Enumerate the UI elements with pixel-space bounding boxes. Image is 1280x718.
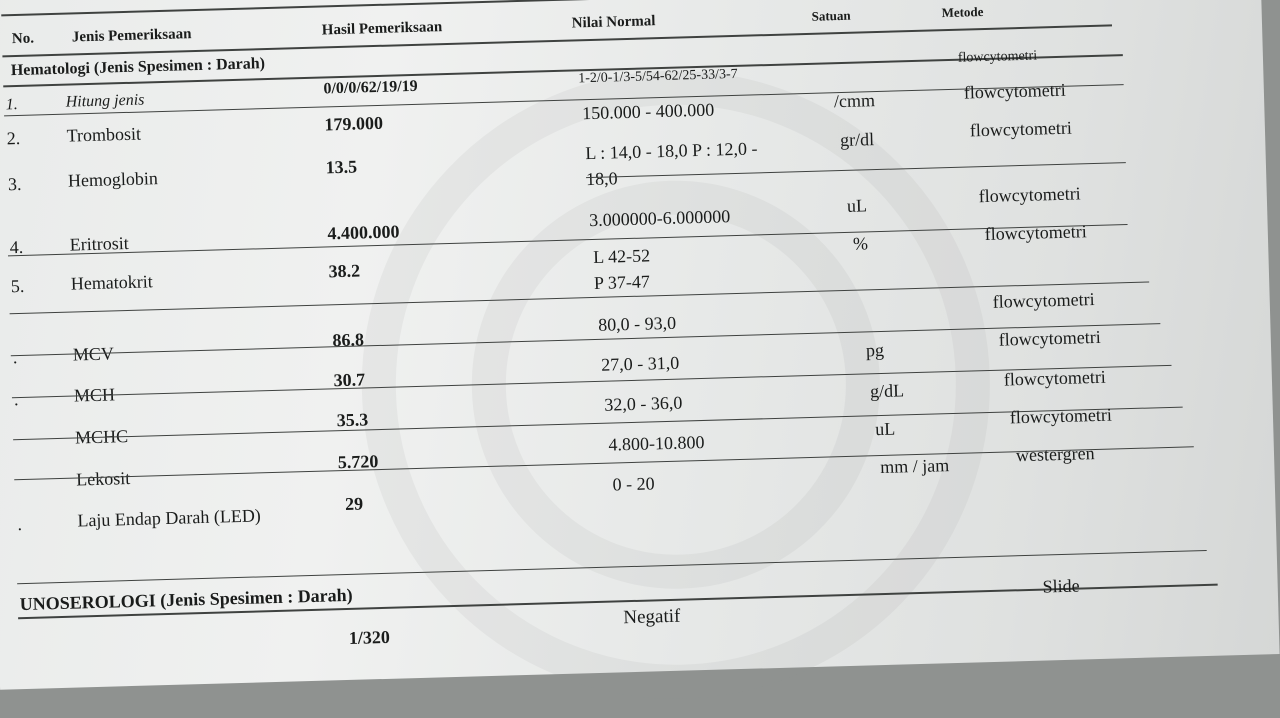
row-normal: L : 14,0 - 18,0 P : 12,0 - xyxy=(585,138,758,164)
row-normal: 3.000000-6.000000 xyxy=(588,206,731,231)
row-unit: gr/dl xyxy=(839,129,875,151)
row-unit: uL xyxy=(846,195,868,216)
row-no: 1. xyxy=(5,96,19,114)
row-unit: mm / jam xyxy=(879,455,950,478)
row-name: Hematokrit xyxy=(70,271,154,294)
row-no: 4. xyxy=(9,236,24,258)
row-unit: % xyxy=(852,233,869,254)
row-name: Laju Endap Darah (LED) xyxy=(77,505,262,531)
row-name: Trombosit xyxy=(66,123,142,146)
row-name: Lekosit xyxy=(75,468,131,490)
row-result: 30.7 xyxy=(333,369,366,391)
row-normal: 32,0 - 36,0 xyxy=(604,392,683,415)
row-normal-line2: P 37-47 xyxy=(593,271,651,293)
row-result: 5.720 xyxy=(337,451,379,473)
row-normal: 80,0 - 93,0 xyxy=(597,312,677,335)
row-normal: 150.000 - 400.000 xyxy=(581,99,715,124)
row-normal: L 42-52 xyxy=(592,245,651,267)
row-name: Hemoglobin xyxy=(67,168,159,191)
row-method: flowcytometri xyxy=(984,221,1087,245)
row-result: 38.2 xyxy=(328,260,361,282)
row-method: flowcytometri xyxy=(992,289,1095,312)
row-method: westergren xyxy=(1015,443,1095,466)
header-jenis: Jenis Pemeriksaan xyxy=(71,26,192,46)
row-no: . xyxy=(12,347,18,368)
row-method: flowcytometri xyxy=(998,326,1101,350)
row-unit: g/dL xyxy=(869,380,905,402)
header-no: No. xyxy=(11,30,35,48)
row-no: 5. xyxy=(10,275,25,297)
row-result: 35.3 xyxy=(336,409,369,431)
row-result: 4.400.000 xyxy=(327,221,400,244)
row-name: Eritrosit xyxy=(69,232,129,255)
section-hematologi: Hematologi (Jenis Spesimen : Darah) xyxy=(10,55,266,80)
header-satuan: Satuan xyxy=(811,7,851,24)
row-no: 2. xyxy=(6,127,21,149)
row-method: flowcytometri xyxy=(978,183,1081,207)
header-metode: Metode xyxy=(941,4,984,21)
row-unit: uL xyxy=(874,418,896,440)
row-name: MCV xyxy=(72,343,115,365)
row-normal: 27,0 - 31,0 xyxy=(600,352,680,375)
row-method: flowcytometri xyxy=(969,117,1073,141)
header-hasil: Hasil Pemeriksaan xyxy=(321,19,443,39)
row-normal: 4.800-10.800 xyxy=(608,431,705,455)
row-result: 1/320 xyxy=(348,626,391,648)
row-method: flowcytometri xyxy=(963,79,1067,103)
row-method: Slide xyxy=(1042,575,1080,597)
row-method: flowcytometri xyxy=(1003,366,1107,390)
row-no: 3. xyxy=(7,173,22,195)
row-name: Hitung jenis xyxy=(65,91,145,111)
row-normal-line2: 18,0 xyxy=(585,168,618,190)
row-result: 179.000 xyxy=(324,112,384,135)
row-normal: 0 - 20 xyxy=(612,473,655,495)
top-rule xyxy=(1,0,1091,16)
row-normal: Negatif xyxy=(623,605,681,629)
row-unit: pg xyxy=(865,339,885,361)
section-imunoserologi: UNOSEROLOGI (Jenis Spesimen : Darah) xyxy=(19,584,353,615)
row-result: 86.8 xyxy=(332,329,365,351)
row-result: 13.5 xyxy=(325,156,358,178)
row-no: . xyxy=(17,514,23,535)
row-method: flowcytometri xyxy=(1009,404,1113,428)
header-nilai: Nilai Normal xyxy=(571,13,656,32)
row-result: 0/0/0/62/19/19 xyxy=(323,77,418,98)
row-method: flowcytometri xyxy=(957,48,1038,66)
row-no: . xyxy=(13,389,19,410)
row-unit: /cmm xyxy=(833,90,876,112)
row-normal: 1-2/0-1/3-5/54-62/25-33/3-7 xyxy=(578,66,738,87)
row-result: 29 xyxy=(344,493,364,515)
